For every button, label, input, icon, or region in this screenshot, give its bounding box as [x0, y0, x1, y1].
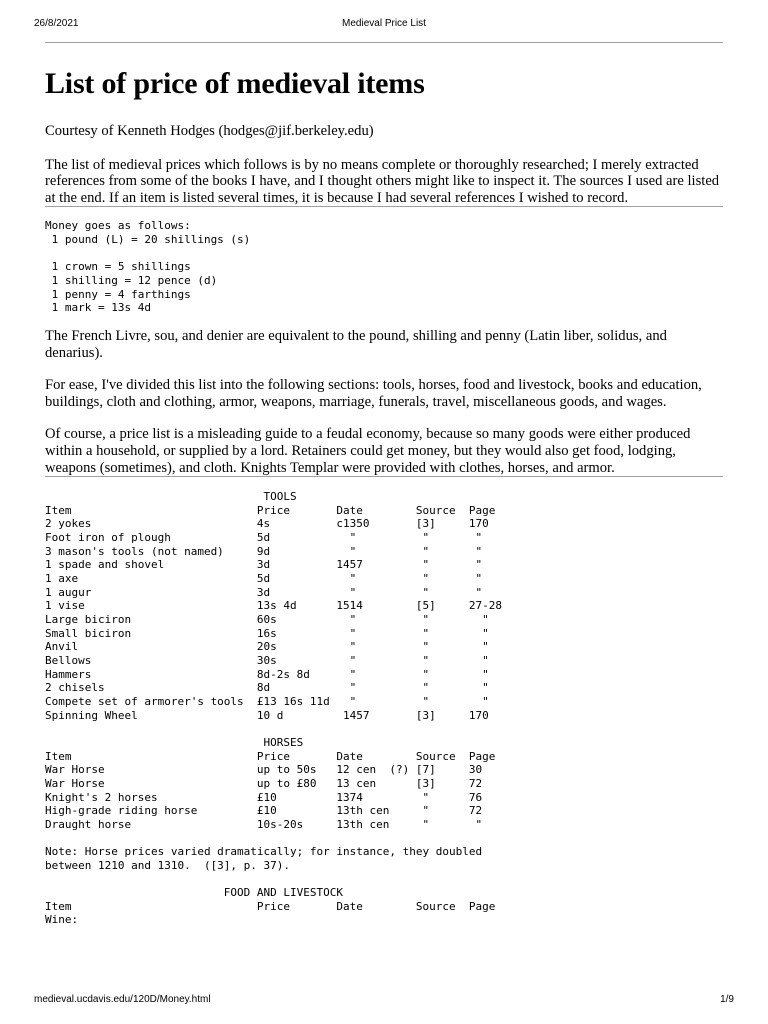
- sections-paragraph: For ease, I've divided this list into the following sections: tools, horses, food and livestock, books and education, buildings, cloth and clothing, armor, weapons, marriage, funerals, travel, miscellaneous goods, and wages.: [45, 377, 702, 410]
- print-header: [34, 18, 734, 32]
- price-tables-block: TOOLS Item Price Date Source Page 2 yokes 4s c1350 [3] 170 Foot iron of plough 5d " " " 3 mason's tools (not named) 9d " " " 1 spade and shovel 3d 1457 " " 1 axe 5d " " " 1 augur 3d " " " 1 vise 13s 4d 1514 [5] 27-28 Large biciron 60s " " " Small biciron 16s " " " Anvil 20s " " " Bellows 30s " " " Hammers 8d-2s 8d " " " 2 chisels 8d " " " Compete set of armorer's tools £13 16s 11d " " " Spinning Wheel 10 d 1457 [3] 170 HORSES Item Price Date Source Page War Horse up to 50s 12 cen (?) [7] 30 War Horse up to £80 13 cen [3] 72 Knight's 2 horses £10 1374 " 76 High-grade riding horse £10 13th cen " 72 Draught horse 10s-20s 13th cen " " Note: Horse prices varied dramatically; for instance, they doubled between 1210 and 1310. ([3], p. 37). FOOD AND LIVESTOCK Item Price Date Source Page Wine:: [45, 490, 502, 927]
- print-page-number: 1/9: [720, 994, 734, 1005]
- print-page-title: Medieval Price List: [342, 18, 426, 29]
- print-date: 26/8/2021: [34, 18, 79, 29]
- print-url: medieval.ucdavis.edu/120D/Money.html: [34, 994, 211, 1005]
- top-divider: [45, 42, 723, 43]
- credit-line: Courtesy of Kenneth Hodges (hodges@jif.berkeley.edu): [45, 123, 374, 139]
- section-divider-2: [45, 476, 723, 477]
- french-currency-paragraph: The French Livre, sou, and denier are equivalent to the pound, shilling and penny (Latin liber, solidus, and denarius).: [45, 327, 667, 361]
- money-conversion-block: Money goes as follows: 1 pound (L) = 20 shillings (s) 1 crown = 5 shillings 1 shilling = 12 pence (d) 1 penny = 4 farthings 1 mark = 13s 4d: [45, 219, 251, 315]
- print-footer: [34, 994, 734, 1008]
- economy-paragraph: Of course, a price list is a misleading guide to a feudal economy, because so many goods were either produced within a household, or supplied by a lord. Retainers could get money, but they would also get food, lodging, weapons (sometimes), and cloth. Knights Templar were provided with clothes, horses, and armor.: [45, 426, 691, 476]
- section-divider: [45, 206, 723, 207]
- intro-paragraph: The list of medieval prices which follows is by no means complete or thoroughly researched; I merely extracted references from some of the books I have, and I thought others might like to inspect it. The sources I used are listed at the end. If an item is listed several times, it is because I had several references I wished to record.: [45, 156, 720, 206]
- article: [45, 42, 723, 927]
- page-title: List of price of medieval items: [45, 67, 425, 100]
